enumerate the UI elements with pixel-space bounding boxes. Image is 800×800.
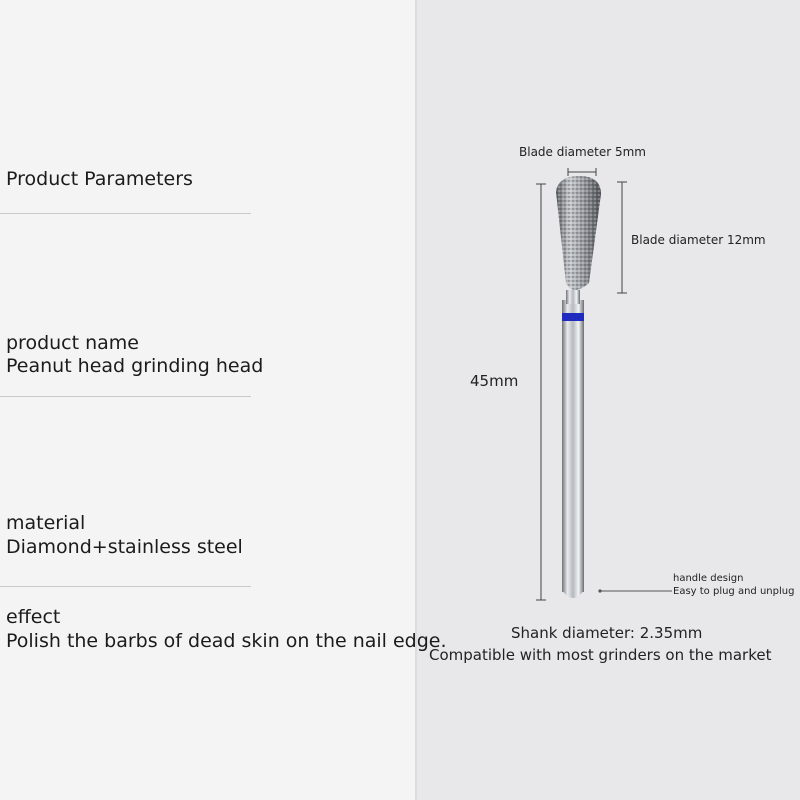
handle-design-desc: Easy to plug and unplug — [673, 586, 795, 597]
material-label: material — [6, 512, 86, 534]
product-name-value: Peanut head grinding head — [6, 355, 264, 377]
effect-label: effect — [6, 606, 61, 628]
material-value: Diamond+stainless steel — [6, 536, 243, 558]
color-band — [562, 313, 584, 321]
head-length-dimension-line — [617, 182, 627, 293]
drill-neck — [566, 290, 580, 304]
blade-diameter-top-label: Blade diameter 5mm — [519, 145, 646, 159]
tip-diameter-dimension-line — [568, 168, 596, 176]
total-length-label: 45mm — [470, 372, 519, 390]
pointer-dot — [598, 589, 601, 592]
effect-value: Polish the barbs of dead skin on the nail edge. — [6, 630, 447, 652]
diamond-grinding-head — [556, 176, 601, 290]
compatibility-label: Compatible with most grinders on the market — [429, 646, 772, 664]
handle-design-title: handle design — [673, 573, 744, 584]
length-dimension-line — [536, 184, 546, 600]
blade-diameter-side-label: Blade diameter 12mm — [631, 233, 766, 247]
drill-shank — [562, 300, 584, 598]
product-name-label: product name — [6, 332, 139, 354]
shank-diameter-label: Shank diameter: 2.35mm — [511, 624, 703, 642]
product-parameters-heading: Product Parameters — [6, 168, 193, 190]
